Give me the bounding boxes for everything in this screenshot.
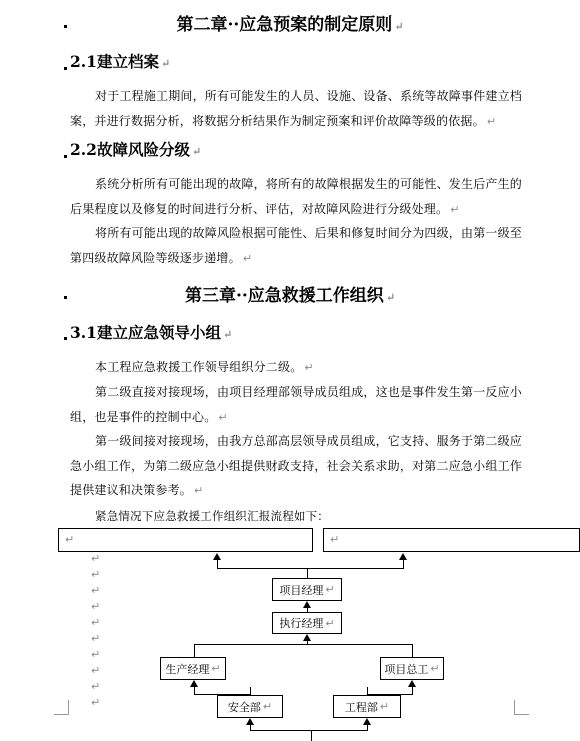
- connector-line: [217, 568, 404, 569]
- paragraph-mark: ↵: [191, 145, 202, 158]
- paragraph-marker: [64, 67, 67, 70]
- margin-corner-mark: [54, 700, 69, 715]
- paragraph-mark: ↵: [450, 202, 460, 216]
- connector-line: [250, 687, 251, 695]
- paragraph-mark: ↵: [222, 328, 233, 341]
- connector-line: [194, 644, 413, 645]
- connector-line: [412, 686, 413, 694]
- body-paragraph: 系统分析所有可能出现的故障，将所有的故障根据发生的可能性、发生后产生的后果程度以及修复的时间进行分析、评估，对故障风险进行分级处理。 ↵: [70, 177, 523, 216]
- body-paragraph: 第一级间接对接现场，由我方总部高层领导成员组成，它支持、服务于第二级应急小组工作，为第二级应急小组提供财政支持，社会关系求助，对第二应急小组工作提供建议和决策参考。 ↵: [70, 434, 523, 497]
- paragraph-mark: ↵: [194, 484, 204, 497]
- paragraph-mark: ↵: [211, 662, 221, 675]
- section-heading: 2.1建立档案 ↵: [70, 52, 171, 71]
- paragraph-mark: ↵: [379, 700, 390, 713]
- paragraph-marker: [64, 155, 67, 158]
- paragraph-mark: ↵: [486, 114, 497, 128]
- paragraph-mark: ↵: [325, 616, 335, 630]
- paragraph-mark: ↵: [385, 291, 396, 304]
- paragraph-mark: ↵: [262, 700, 273, 713]
- chapter-title: 第二章··应急预案的制定原则 ↵: [176, 15, 404, 35]
- paragraph-mark: ↵: [242, 251, 253, 265]
- connector-line: [412, 644, 413, 657]
- body-paragraph: 将所有可能出现的故障风险根据可能性、后果和修复时间分为四级，由第一级至第四级故障风险等级逐步递增。 ↵: [70, 226, 523, 265]
- empty-top-box-left: ↵: [58, 528, 313, 552]
- paragraph-mark: ↵: [91, 696, 101, 709]
- paragraph-mark: ↵: [91, 600, 101, 613]
- connector-line: [311, 730, 312, 741]
- paragraph-mark: ↵: [91, 584, 101, 597]
- paragraph-mark: ↵: [91, 616, 101, 629]
- body-paragraph: 第二级直接对接现场，由项目经理部领导成员组成，这也是事件发生第一反应小组，也是事件的控制中心。 ↵: [70, 385, 523, 424]
- paragraph-mark: ↵: [430, 662, 440, 675]
- empty-top-box-right: ↵: [323, 528, 580, 552]
- connector-line: [307, 568, 308, 578]
- engineering-dept-box: 工程部 ↵: [333, 695, 401, 718]
- connector-line: [194, 686, 195, 694]
- paragraph-mark: ↵: [91, 568, 101, 581]
- body-paragraph: 本工程应急救援工作领导组织分二级。 ↵: [95, 360, 314, 374]
- paragraph-mark: ↵: [91, 632, 101, 645]
- section-heading: 3.1建立应急领导小组 ↵: [70, 323, 233, 342]
- connector-line: [367, 687, 368, 695]
- paragraph-mark: ↵: [304, 361, 314, 374]
- safety-dept-box: 安全部 ↵: [217, 695, 283, 718]
- paragraph-mark: ↵: [91, 664, 101, 677]
- body-paragraph: 对于工程施工期间，所有可能发生的人员、设施、设备、系统等故障事件建立档案，并进行数据分析，将数据分析结果作为制定预案和评价故障等级的依据。 ↵: [70, 89, 523, 128]
- paragraph-mark: ↵: [160, 57, 171, 70]
- chief-engineer-box: 项目总工 ↵: [380, 657, 444, 680]
- paragraph-mark: ↵: [91, 648, 101, 661]
- flow-intro: 紧急情况下应急救援工作组织汇报流程如下：: [95, 509, 329, 523]
- connector-line: [194, 644, 195, 657]
- section-heading: 2.2故障风险分级 ↵: [70, 140, 202, 159]
- paragraph-marker: [64, 337, 67, 340]
- paragraph-mark: ↵: [218, 410, 228, 424]
- executive-manager-box: 执行经理 ↵: [272, 612, 342, 634]
- paragraph-mark: ↵: [325, 583, 335, 596]
- paragraph-mark: ↵: [91, 680, 101, 693]
- chapter-title: 第三章··应急救援工作组织 ↵: [184, 286, 396, 306]
- connector-line: [250, 730, 368, 731]
- paragraph-mark: ↵: [394, 20, 404, 33]
- margin-corner-mark: [514, 700, 529, 715]
- paragraph-mark: ↵: [91, 552, 101, 565]
- project-manager-box: 项目经理 ↵: [272, 578, 342, 601]
- production-manager-box: 生产经理 ↵: [160, 657, 226, 680]
